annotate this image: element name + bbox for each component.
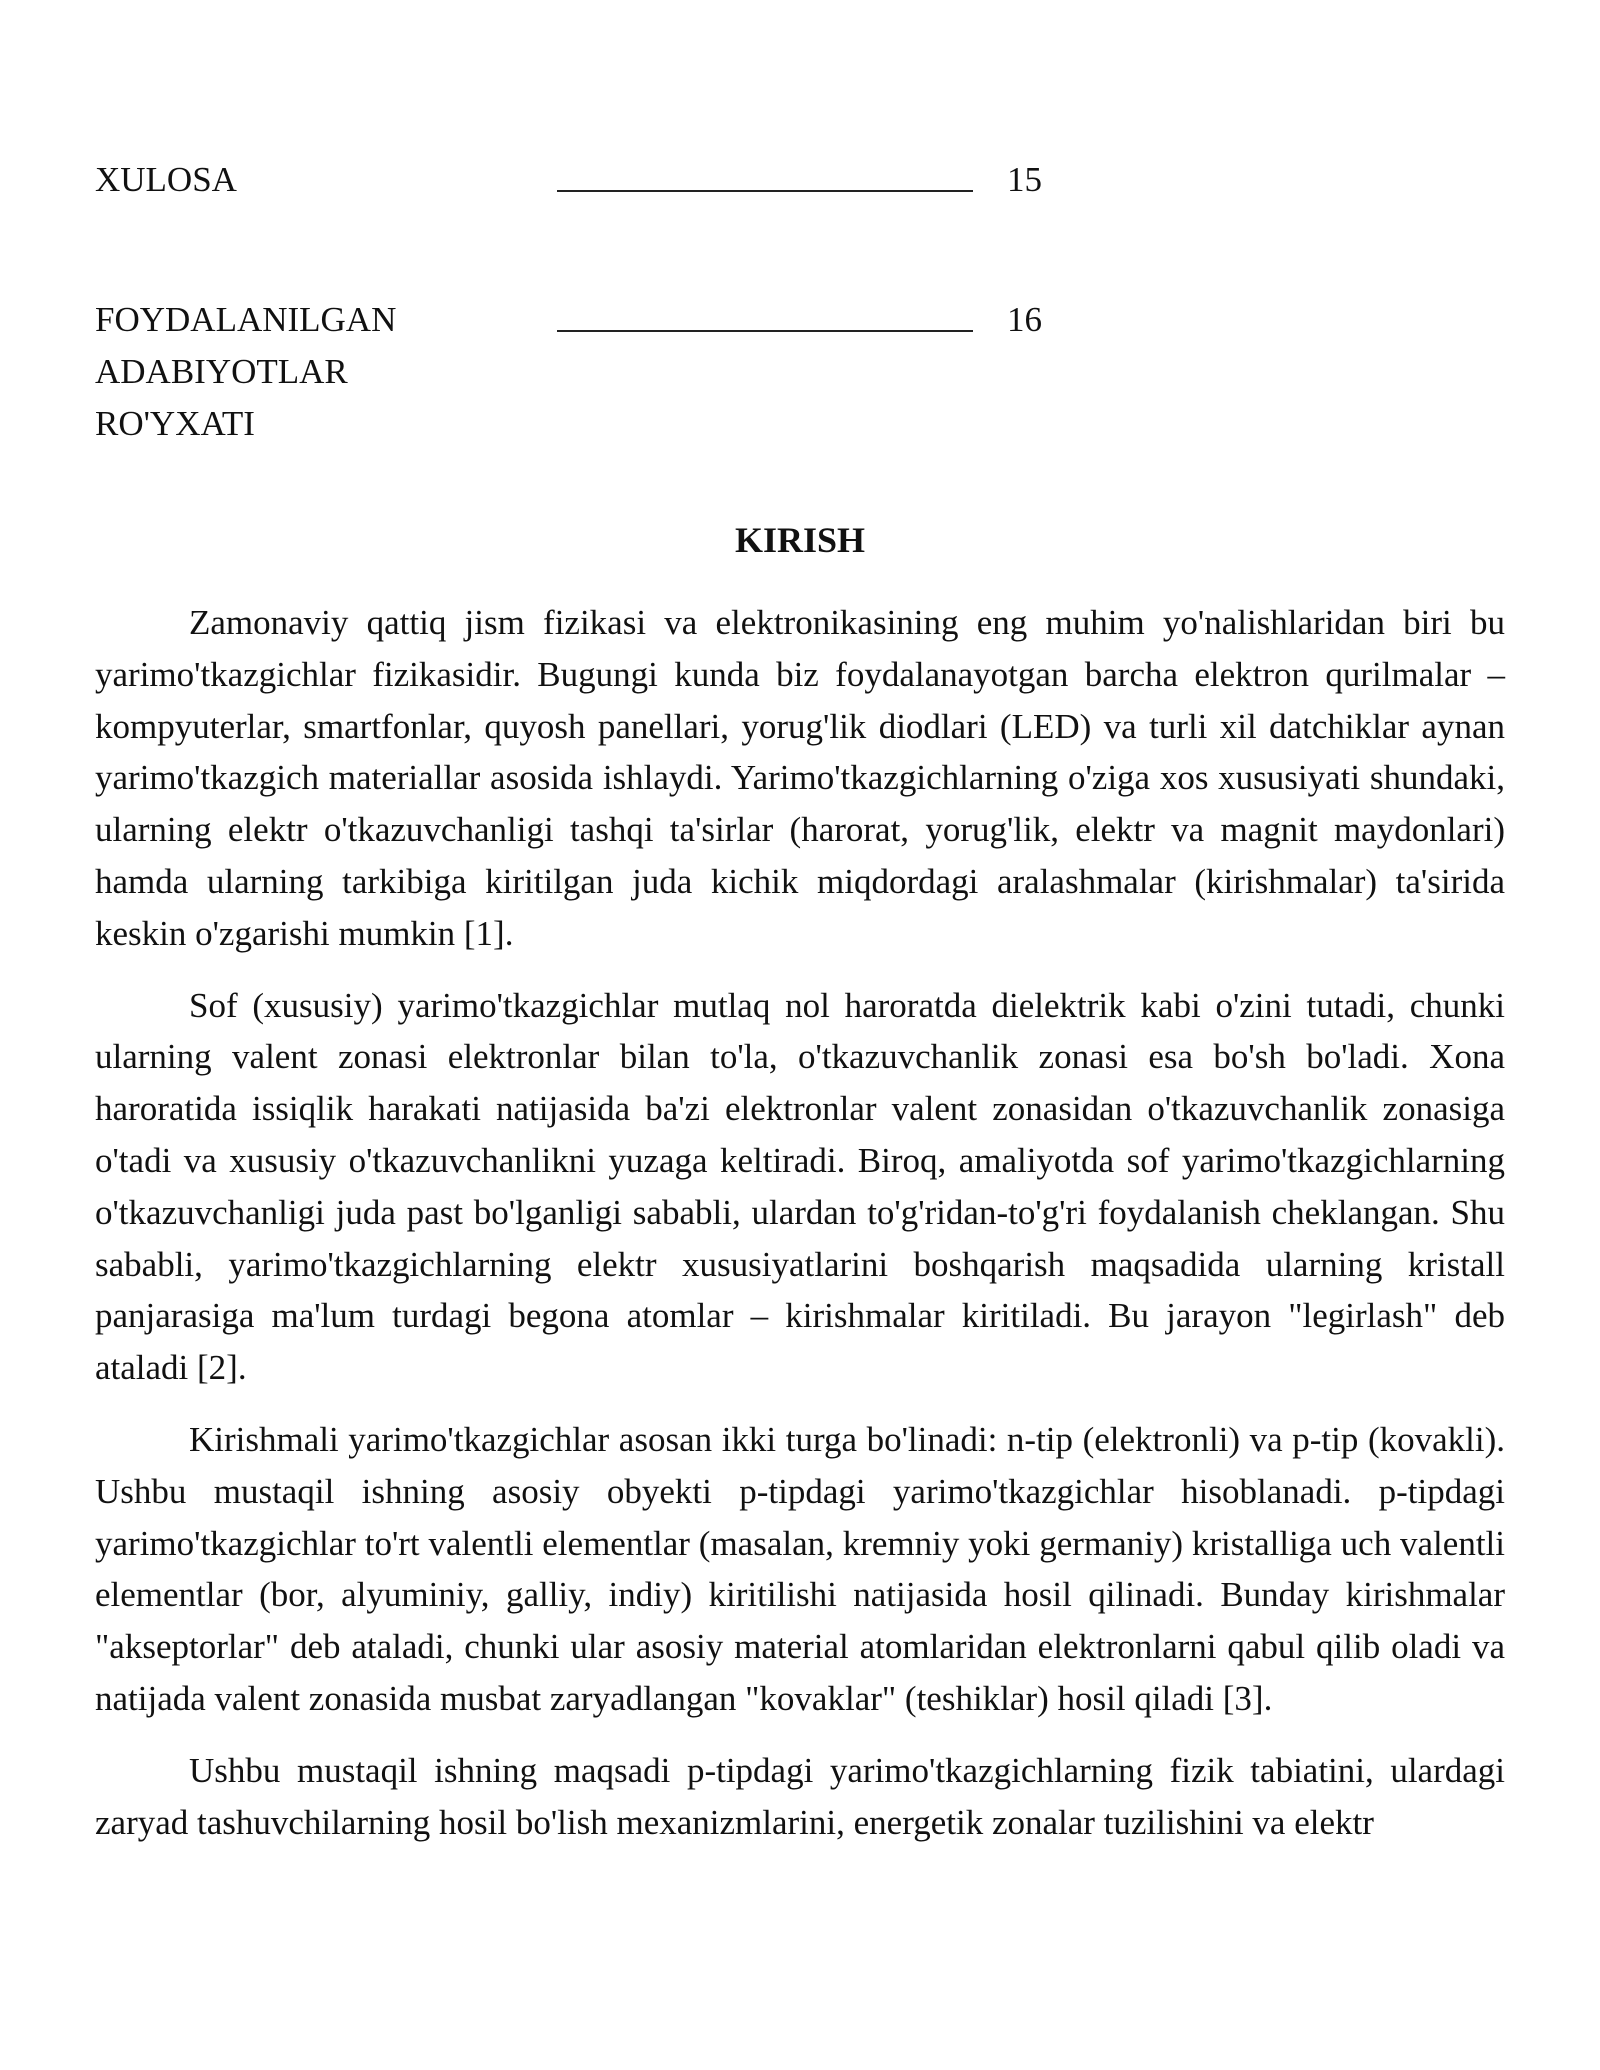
section-body [95,597,1505,1868]
toc-page-number: 16 [1007,300,1042,339]
toc-entry-label: FOYDALANILGAN ADABIYOTLAR RO'YXATI [95,300,397,443]
section-heading: KIRISH [734,520,866,560]
body-paragraph: Ushbu mustaqil ishning maqsadi p-tipdagi yarimo'tkazgichlarning fizik tabiatini, ulardagi zaryad tashuvchilarning hosil bo'lish mexanizmlarini, energetik zonalar tuzilishini va elektr [95,1750,1505,1842]
body-paragraph: Sof (xususiy) yarimo'tkazgichlar mutlaq nol haroratda dielektrik kabi o'zini tutadi, chunki ularning valent zonasi elektronlar bilan to'la, o'tkazuvchanlik zonasi esa bo'sh bo'ladi. Xona haroratida issiqlik harakati natijasida ba'zi elektronlar valent zonasidan o'tkazuvchanlik zonasiga o'tadi va xususiy o'tkazuvchanlikni yuzaga keltiradi. Biroq, amaliyotda sof yarimo'tkazgichlarning o'tkazuvchanligi juda past bo'lganligi sababli, ulardan to'g'ridan-to'g'ri foydalanish cheklangan. Shu sababli, yarimo'tkazgichlarning elektr xususiyatlarini boshqarish maqsadida ularning kristall panjarasiga ma'lum turdagi begona atomlar – kirishmalar kiritiladi. Bu jarayon "legirlash" deb ataladi [2]. [95,985,1505,1388]
body-paragraph: Kirishmali yarimo'tkazgichlar asosan ikki turga bo'linadi: n-tip (elektronli) va p-tip (kovakli). Ushbu mustaqil ishning asosiy obyekti p-tipdagi yarimo'tkazgichlar hisoblanadi. p-tipdagi yarimo'tkazgichlar to'rt valentli elementlar (masalan, kremniy yoki germaniy) kristalliga uch valentli elementlar (bor, alyuminiy, galliy, indiy) kiritilishi natijasida hosil qilinadi. Bunday kirishmalar "akseptorlar" deb ataladi, chunki ular asosiy material atomlaridan elektronlarni qabul qilib oladi va natijada valent zonasida musbat zaryadlangan "kovaklar" (teshiklar) hosil qiladi [3]. [95,1419,1505,1718]
toc-leader-line [557,190,973,192]
toc-entry-label: XULOSA [95,160,237,199]
body-paragraph: Zamonaviy qattiq jism fizikasi va elektronikasining eng muhim yo'nalishlaridan biri bu yarimo'tkazgichlar fizikasidir. Bugungi kunda biz foydalanayotgan barcha elektron qurilmalar – kompyuterlar, smartfonlar, quyosh panellari, yorug'lik diodlari (LED) va turli xil datchiklar aynan yarimo'tkazgich materiallar asosida ishlaydi. Yarimo'tkazgichlarning o'ziga xos xususiyati shundaki, ularning elektr o'tkazuvchanligi tashqi ta'sirlar (harorat, yorug'lik, elektr va magnit maydonlari) hamda ularning tarkibiga kiritilgan juda kichik miqdordagi aralashmalar (kirishmalar) ta'sirida keskin o'zgarishi mumkin [1]. [95,603,1505,953]
toc-leader-line [557,330,973,332]
toc-page-number: 15 [1007,160,1042,199]
